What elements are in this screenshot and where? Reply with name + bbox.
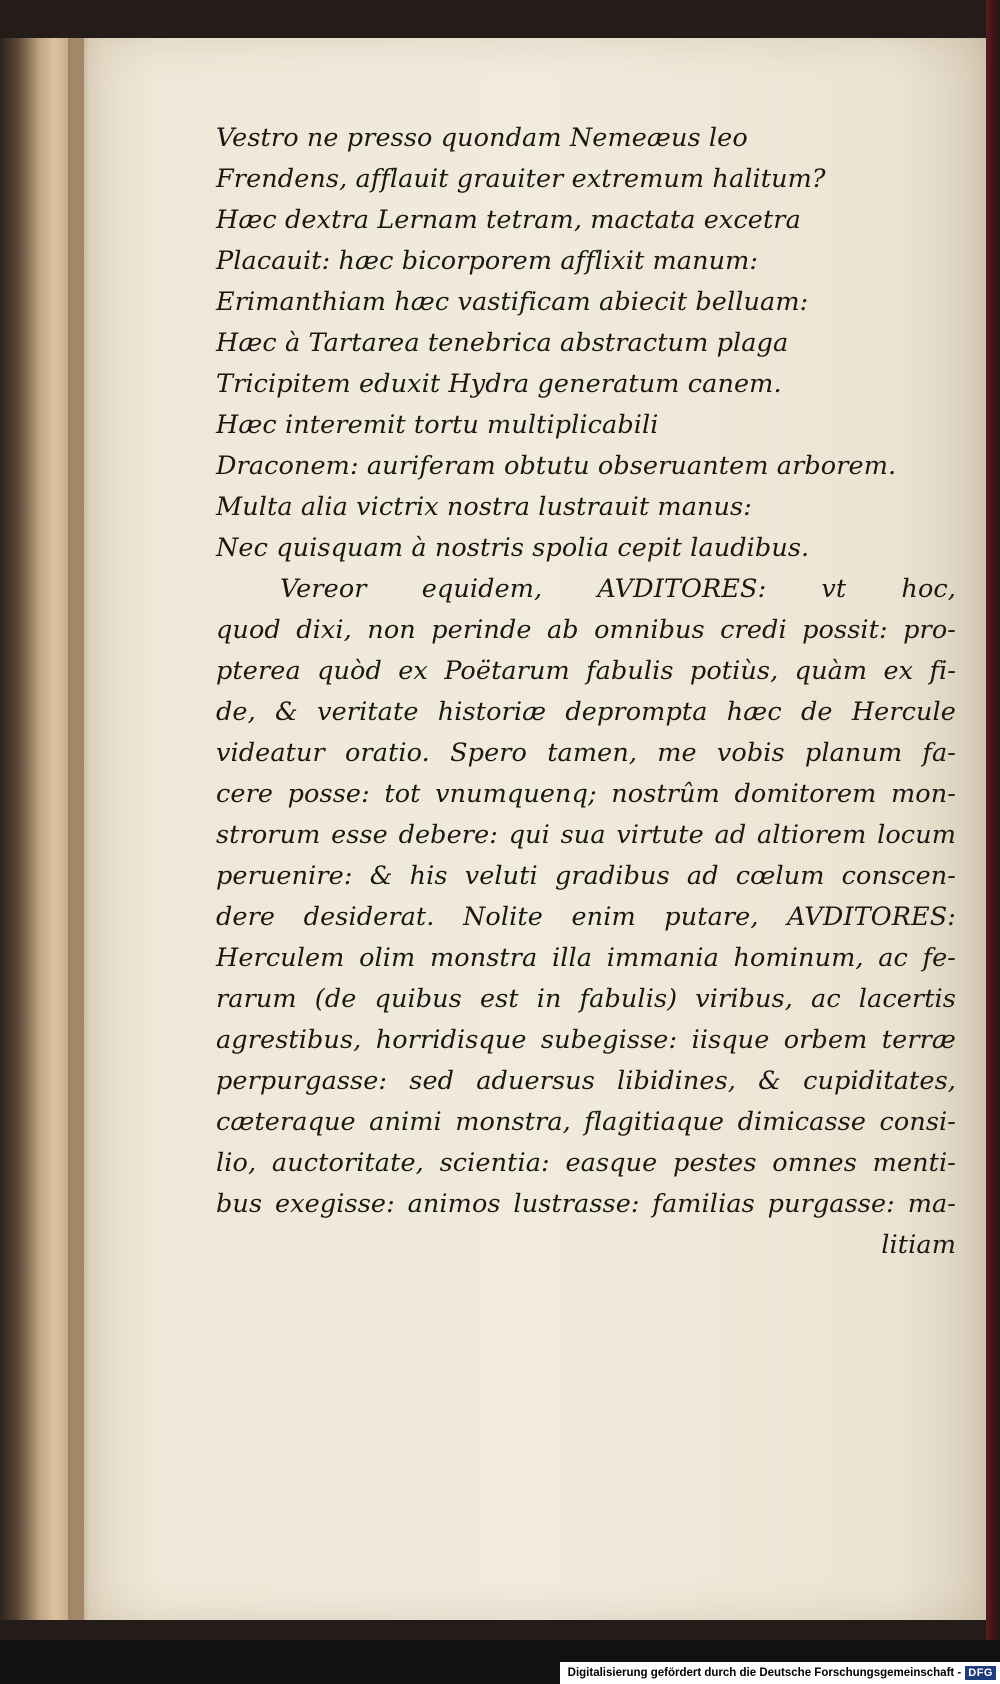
prose-line: agrestibus, horridisque subegisse: iisque orbem terræ	[216, 1025, 956, 1055]
verse-line: Frendens, afflauit grauiter extremum halitum?	[216, 164, 826, 194]
funding-credit: Digitalisierung gefördert durch die Deutsche Forschungsgemeinschaft -	[567, 1667, 962, 1679]
footer-bar	[0, 1640, 1000, 1684]
prose-line: dere desiderat. Nolite enim putare, AVDITORES:	[216, 902, 956, 932]
prose-line: quod dixi, non perinde ab omnibus credi possit: pro-	[216, 615, 956, 645]
prose-line: Vereor equidem, AVDITORES: vt hoc,	[280, 574, 956, 604]
prose-line: strorum esse debere: qui sua virtute ad altiorem locum	[216, 820, 956, 850]
prose-line: cere posse: tot vnumquenq; nostrûm domitorem mon-	[216, 779, 956, 809]
page-gutter-shadow	[68, 38, 90, 1620]
dfg-logo: DFG	[965, 1666, 996, 1680]
verse-line: Vestro ne presso quondam Nemeæus leo	[216, 123, 748, 153]
prose-line: lio, auctoritate, scientia: easque pestes omnes menti-	[216, 1148, 956, 1178]
verse-line: Erimanthiam hæc vastificam abiecit belluam:	[216, 287, 809, 317]
verse-line: Hæc dextra Lernam tetram, mactata excetra	[216, 205, 801, 235]
prose-line: pterea quòd ex Poëtarum fabulis potiùs, quàm ex fi-	[216, 656, 956, 686]
verse-line: Draconem: auriferam obtutu obseruantem arborem.	[216, 451, 897, 481]
prose-line: de, & veritate historiæ deprompta hæc de Hercule	[216, 697, 956, 727]
prose-line: rarum (de quibus est in fabulis) viribus, ac lacertis	[216, 984, 956, 1014]
prose-line: videatur oratio. Spero tamen, me vobis planum fa-	[216, 738, 956, 768]
page-text	[216, 118, 956, 1266]
verse-line: Multa alia victrix nostra lustrauit manus:	[216, 492, 752, 522]
verse-line: Hæc interemit tortu multiplicabili	[216, 410, 659, 440]
prose-line: perpurgasse: sed aduersus libidines, & cupiditates,	[216, 1066, 956, 1096]
book-cover-edge	[986, 0, 1000, 1640]
verse-line: Tricipitem eduxit Hydra generatum canem.	[216, 369, 782, 399]
prose-line: peruenire: & his veluti gradibus ad cœlum conscen-	[216, 861, 956, 891]
prose-line: Herculem olim monstra illa immania hominum, ac fe-	[216, 943, 956, 973]
verse-line: Placauit: hæc bicorporem afflixit manum:	[216, 246, 759, 276]
catchword: litiam	[881, 1230, 956, 1260]
prose-line: bus exegisse: animos lustrasse: familias purgasse: ma-	[216, 1189, 956, 1219]
verse-line: Nec quisquam à nostris spolia cepit laudibus.	[216, 533, 810, 563]
prose-line: cæteraque animi monstra, flagitiaque dimicasse consi-	[216, 1107, 956, 1137]
footer-credit-strip	[560, 1662, 1000, 1684]
verse-line: Hæc à Tartarea tenebrica abstractum plaga	[216, 328, 789, 358]
